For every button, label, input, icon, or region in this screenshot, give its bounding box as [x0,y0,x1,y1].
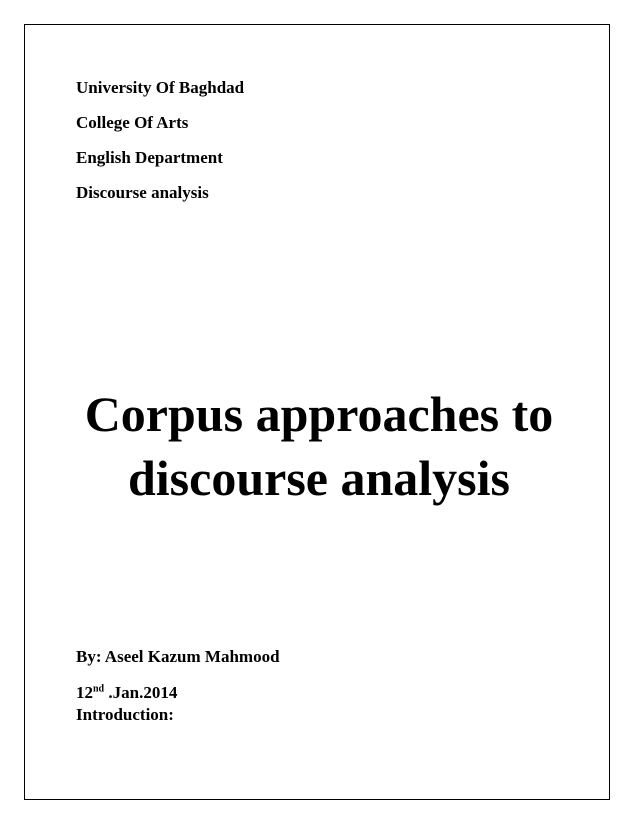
course-name: Discourse analysis [76,183,209,202]
document-title [40,382,598,510]
title-line-2: discourse analysis [127,450,510,506]
college-name: College Of Arts [76,113,189,132]
university-name: University Of Baghdad [76,78,245,97]
introduction-heading: Introduction: [76,705,174,724]
title-line-1: Corpus approaches to [84,386,554,442]
date-rest: .Jan.2014 [104,683,178,702]
date-day: 12 [76,683,93,702]
department-name: English Department [76,148,223,167]
date-line [76,683,177,703]
date-suffix: nd [93,683,105,695]
author-line: By: Aseel Kazum Mahmood [76,647,280,666]
